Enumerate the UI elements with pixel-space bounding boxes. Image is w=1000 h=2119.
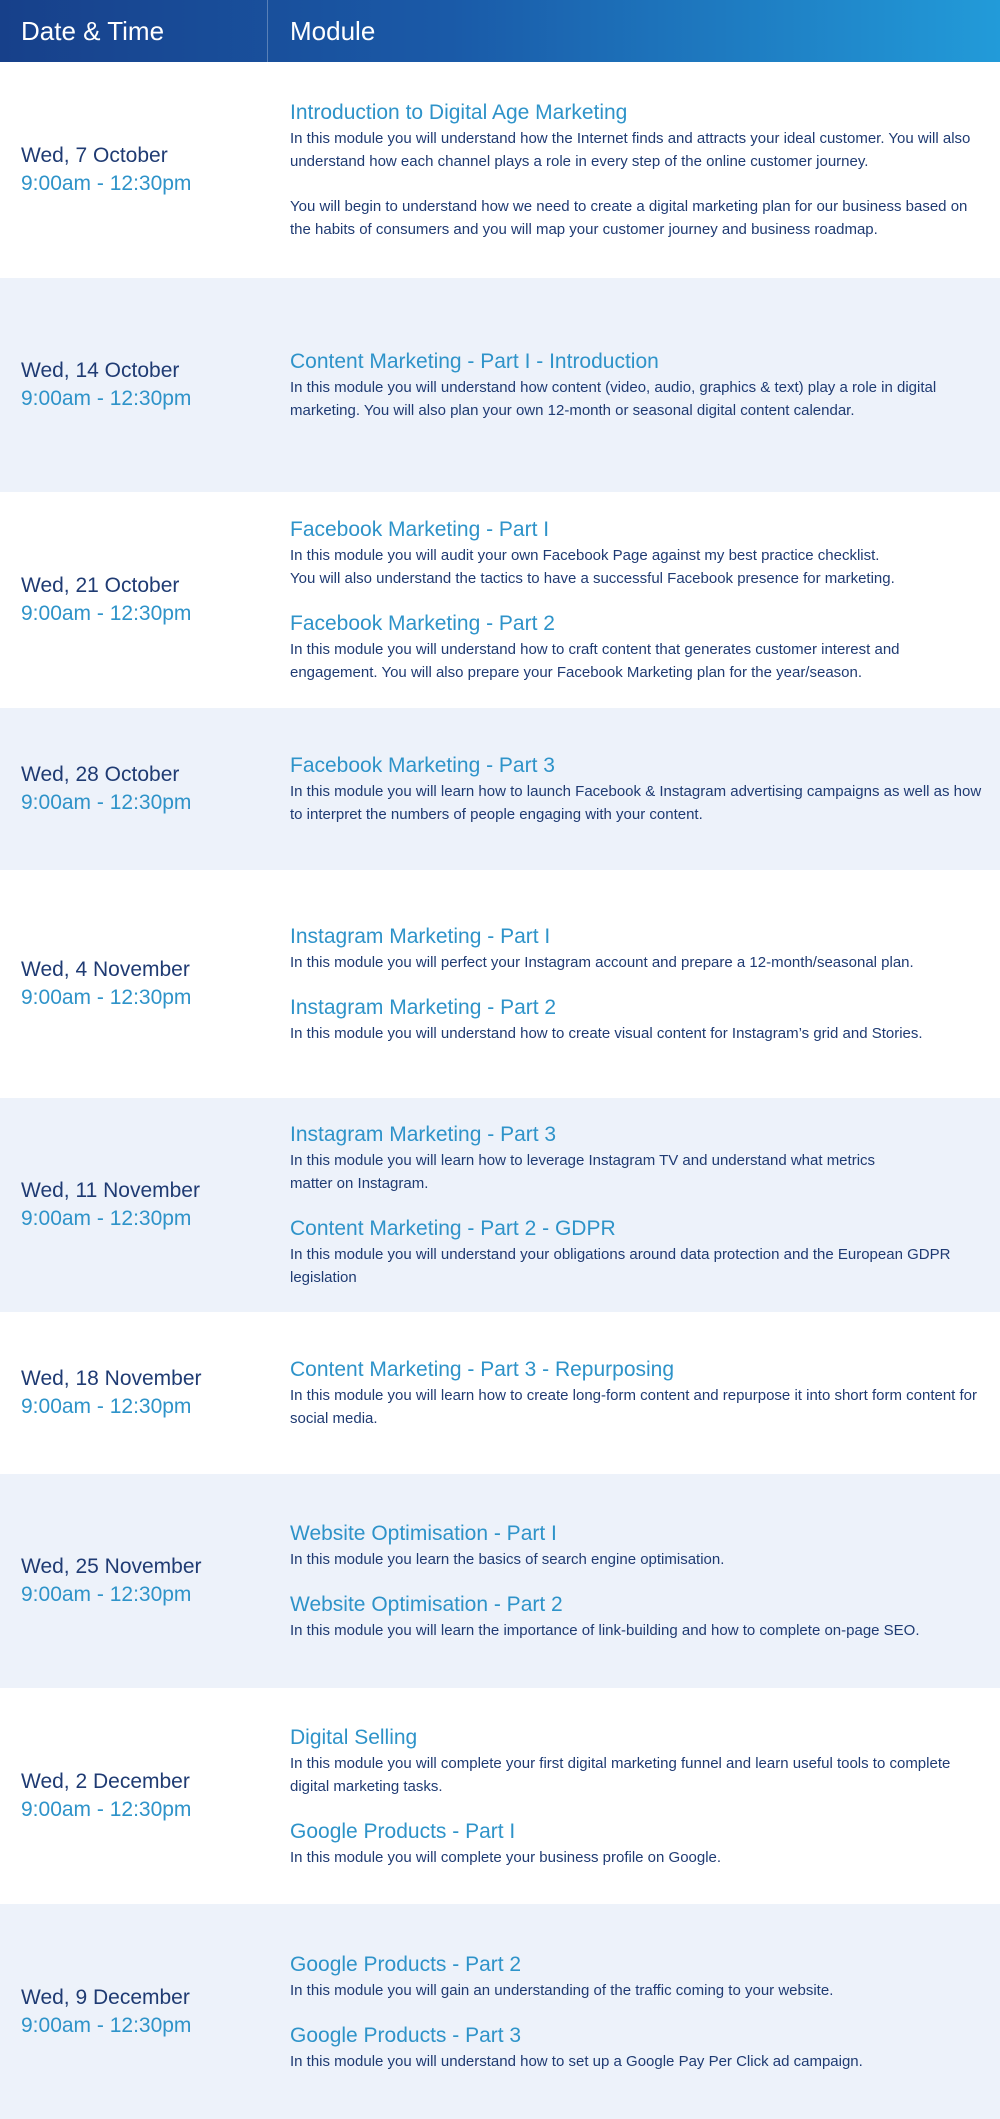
schedule-row: [0, 492, 1000, 708]
module-description: In this module you will learn how to create long-form content and repurpose it into short form content for social media.: [290, 1387, 978, 1427]
session-time: 9:00am - 12:30pm: [21, 791, 192, 814]
session-time: 9:00am - 12:30pm: [21, 602, 192, 625]
module-entry: [290, 1215, 982, 1289]
module-entry: [290, 1818, 982, 1869]
module-description: In this module you will learn how to launch Facebook & Instagram advertising campaigns as well as how to interpret the numbers of people engaging with your content.: [290, 783, 982, 823]
session-date: Wed, 2 December: [21, 1770, 190, 1793]
session-date-time: [0, 357, 268, 413]
session-date: Wed, 21 October: [21, 574, 180, 597]
session-time: 9:00am - 12:30pm: [21, 1395, 192, 1418]
module-entry: [290, 752, 982, 826]
schedule-rows: [0, 62, 1000, 2119]
schedule-row: [0, 1098, 1000, 1312]
session-date: Wed, 7 October: [21, 144, 168, 167]
module-title: Google Products - Part 2: [290, 1952, 522, 1976]
module-description: In this module you will understand how to craft content that generates customer interest and engagement. You will also prepare your Facebook Marketing plan for the year/season.: [290, 641, 900, 681]
session-time: 9:00am - 12:30pm: [21, 1798, 192, 1821]
session-date-time: [0, 761, 268, 817]
session-time: 9:00am - 12:30pm: [21, 387, 192, 410]
module-description: In this module you will understand how the Internet finds and attracts your ideal customer. You will also understand how each channel plays a role in every step of the online customer journey.: [290, 130, 971, 170]
module-description: In this module you learn the basics of search engine optimisation.: [290, 1551, 725, 1568]
module-entry: [290, 1356, 982, 1430]
module-title: Google Products - Part I: [290, 1819, 516, 1843]
module-entry: [290, 1951, 982, 2002]
module-description: In this module you will audit your own Facebook Page against my best practice checklist. You will also understand the tactics to have a successful Facebook presence for marketing.: [290, 547, 895, 587]
session-time: 9:00am - 12:30pm: [21, 986, 192, 1009]
module-title: Facebook Marketing - Part 3: [290, 754, 555, 777]
module-entry: [290, 923, 982, 974]
session-date-time: [0, 1553, 268, 1609]
session-time: 9:00am - 12:30pm: [21, 2013, 192, 2037]
module-title: Instagram Marketing - Part 2: [290, 996, 557, 1019]
module-entry: [290, 2022, 982, 2073]
schedule-header: [0, 0, 1000, 62]
module-entry: [290, 1591, 982, 1642]
module-entry: [290, 1121, 982, 1195]
module-description: In this module you will understand how content (video, audio, graphics & text) play a role in digital marketing. You will also plan your own 12-month or seasonal digital content calendar.: [290, 379, 937, 419]
module-description: You will begin to understand how we need to create a digital marketing plan for our business based on the habits of consumers and you will map your customer journey and business roadmap.: [290, 198, 968, 238]
module-entry: [290, 1520, 982, 1571]
module-column-header: Module: [290, 15, 376, 46]
schedule-row: [0, 1312, 1000, 1474]
module-title: Facebook Marketing - Part 2: [290, 612, 555, 635]
module-description: In this module you will understand your obligations around data protection and the European GDPR legislation: [290, 1246, 951, 1286]
schedule-row: [0, 708, 1000, 870]
module-entry: [290, 99, 982, 241]
module-description: In this module you will gain an understanding of the traffic coming to your website.: [290, 1981, 834, 1999]
module-description: In this module you will learn the importance of link-building and how to complete on-page SEO.: [290, 1622, 920, 1639]
session-date: Wed, 28 October: [21, 763, 180, 786]
session-date-time: [0, 1177, 268, 1233]
date-time-column-header: Date & Time: [0, 0, 268, 62]
module-title: Instagram Marketing - Part I: [290, 925, 551, 948]
session-time: 9:00am - 12:30pm: [21, 1207, 192, 1230]
module-entry: [290, 610, 982, 684]
module-title: Instagram Marketing - Part 3: [290, 1123, 557, 1146]
session-modules: [268, 1121, 1000, 1289]
module-title: Content Marketing - Part I - Introduction: [290, 350, 659, 373]
session-modules: [268, 516, 1000, 684]
session-date-time: [0, 1365, 268, 1421]
module-title: Introduction to Digital Age Marketing: [290, 101, 628, 124]
session-date-time: [0, 572, 268, 628]
module-entry: [290, 1724, 982, 1798]
module-title: Content Marketing - Part 2 - GDPR: [290, 1217, 616, 1240]
schedule-row: [0, 870, 1000, 1098]
session-date: Wed, 25 November: [21, 1555, 202, 1578]
session-modules: [268, 1951, 1000, 2073]
module-title: Digital Selling: [290, 1725, 418, 1749]
module-entry: [290, 516, 982, 590]
session-date: Wed, 4 November: [21, 958, 190, 981]
module-title: Google Products - Part 3: [290, 2023, 522, 2047]
session-date: Wed, 14 October: [21, 359, 180, 382]
session-modules: [268, 1356, 1000, 1430]
session-modules: [268, 99, 1000, 241]
module-description: In this module you will perfect your Instagram account and prepare a 12-month/seasonal plan.: [290, 954, 914, 971]
module-description: In this module you will understand how to set up a Google Pay Per Click ad campaign.: [290, 2052, 863, 2070]
session-modules: [268, 923, 1000, 1045]
session-time: 9:00am - 12:30pm: [21, 172, 192, 195]
session-modules: [268, 1724, 1000, 1869]
schedule-row: [0, 1474, 1000, 1688]
session-date-time: [0, 956, 268, 1012]
module-entry: [290, 994, 982, 1045]
session-modules: [268, 752, 1000, 826]
module-description: In this module you will understand how to create visual content for Instagram’s grid and Stories.: [290, 1025, 923, 1042]
session-date-time: [0, 1984, 268, 2040]
module-title: Content Marketing - Part 3 - Repurposing: [290, 1358, 675, 1381]
module-title: Website Optimisation - Part I: [290, 1522, 557, 1545]
session-modules: [268, 1520, 1000, 1642]
module-title: Facebook Marketing - Part I: [290, 518, 550, 541]
module-description: In this module you will complete your first digital marketing funnel and learn useful tools to complete digital marketing tasks.: [290, 1754, 951, 1795]
session-time: 9:00am - 12:30pm: [21, 1583, 192, 1606]
session-date: Wed, 9 December: [21, 1985, 190, 2009]
module-description: In this module you will complete your business profile on Google.: [290, 1848, 722, 1866]
session-date-time: [0, 1768, 268, 1824]
schedule-row: [0, 62, 1000, 278]
session-date: Wed, 11 November: [21, 1179, 200, 1202]
session-date: Wed, 18 November: [21, 1367, 202, 1390]
schedule-row: [0, 278, 1000, 492]
module-title: Website Optimisation - Part 2: [290, 1593, 563, 1616]
module-description: In this module you will learn how to leverage Instagram TV and understand what metrics matter on Instagram.: [290, 1152, 876, 1192]
session-date-time: [0, 142, 268, 198]
schedule-row: [0, 1904, 1000, 2119]
session-modules: [268, 348, 1000, 422]
module-entry: [290, 348, 982, 422]
schedule-row: [0, 1688, 1000, 1904]
